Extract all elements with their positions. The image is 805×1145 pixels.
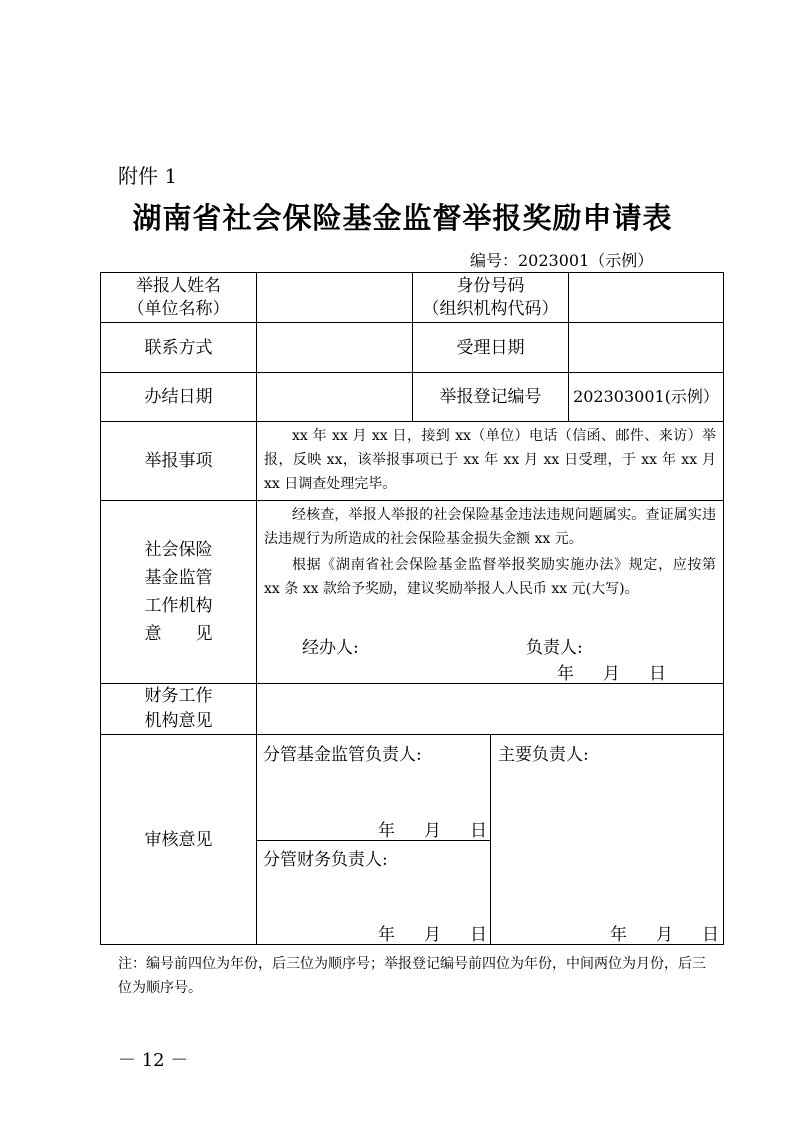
agency-opinion-text-2: 根据《湖南省社会保险基金监督举报奖励实施办法》规定，应按第 xx 条 xx 款给予奖励，建议奖励举报人人民币 xx 元(大写)。 bbox=[264, 557, 716, 597]
main-responsible-date-label: 年 月 日 bbox=[610, 925, 725, 945]
close-date-field[interactable] bbox=[257, 373, 412, 421]
id-number-label-line1: 身份号码 bbox=[456, 275, 525, 296]
accept-date-label: 受理日期 bbox=[456, 337, 525, 358]
agency-opinion-label-line4: 意 见 bbox=[144, 624, 213, 644]
reporter-name-label-line1: 举报人姓名 bbox=[136, 275, 221, 296]
main-responsible-label: 主要负责人: bbox=[498, 745, 589, 765]
page-number: － 12 － bbox=[118, 1050, 189, 1071]
agency-opinion-label-line3: 工作机构 bbox=[144, 596, 213, 616]
table-border-right bbox=[723, 272, 724, 945]
reporter-name-field[interactable] bbox=[257, 273, 412, 322]
responsible-label: 负责人: bbox=[526, 638, 583, 658]
finance-opinion-label bbox=[101, 684, 256, 734]
serial-number: 编号：2023001（示例） bbox=[470, 251, 654, 270]
finance-supervisor-label: 分管财务负责人: bbox=[263, 850, 388, 870]
agency-date-label: 年 月 日 bbox=[557, 664, 672, 684]
agency-opinion-label-line1: 社会保险 bbox=[144, 540, 213, 560]
finance-opinion-label-line1: 财务工作 bbox=[144, 686, 213, 706]
registration-number-value: 202303001(示例） bbox=[573, 387, 719, 406]
matter-label: 举报事项 bbox=[144, 451, 213, 471]
fund-supervisor-date-label: 年 月 日 bbox=[378, 821, 493, 841]
agency-opinion-label bbox=[101, 501, 256, 683]
attachment-label: 附件 1 bbox=[118, 164, 178, 188]
id-number-field[interactable] bbox=[569, 273, 723, 322]
handler-label: 经办人: bbox=[302, 638, 359, 658]
registration-number-label: 举报登记编号 bbox=[439, 387, 542, 407]
id-number-label-line2: （组织机构代码） bbox=[422, 298, 559, 319]
finance-opinion-label-line2: 机构意见 bbox=[144, 711, 213, 731]
footnote: 注：编号前四位为年份，后三位为顺序号；举报登记编号前四位为年份，中间两位为月份，后三位为顺序号。 bbox=[118, 956, 706, 996]
fund-supervisor-label: 分管基金监管负责人: bbox=[263, 745, 422, 765]
contact-label: 联系方式 bbox=[144, 337, 213, 358]
accept-date-field[interactable] bbox=[569, 323, 723, 372]
close-date-label: 办结日期 bbox=[144, 387, 213, 407]
agency-opinion-label-line2: 基金监管 bbox=[144, 568, 213, 588]
finance-supervisor-date-label: 年 月 日 bbox=[378, 925, 493, 945]
review-opinion-label: 审核意见 bbox=[144, 829, 213, 850]
page-title: 湖南省社会保险基金监督举报奖励申请表 bbox=[132, 201, 673, 235]
contact-field[interactable] bbox=[257, 323, 412, 372]
id-number-label bbox=[413, 273, 568, 322]
reporter-name-label-line2: （单位名称） bbox=[127, 298, 230, 319]
matter-text: xx 年 xx 月 xx 日，接到 xx（单位）电话（信函、邮件、来访）举报，反映 xx，该举报事项已于 xx 年 xx 月 xx 日受理，于 xx 年 xx 月 xx 日调查处理完毕。 bbox=[264, 428, 716, 492]
finance-opinion-field[interactable] bbox=[257, 684, 723, 734]
reporter-name-label bbox=[101, 273, 256, 322]
agency-opinion-text-1: 经核查，举报人举报的社会保险基金违法违规问题属实。查证属实违法违规行为所造成的社会保险基金损失金额 xx 元。 bbox=[264, 507, 716, 547]
